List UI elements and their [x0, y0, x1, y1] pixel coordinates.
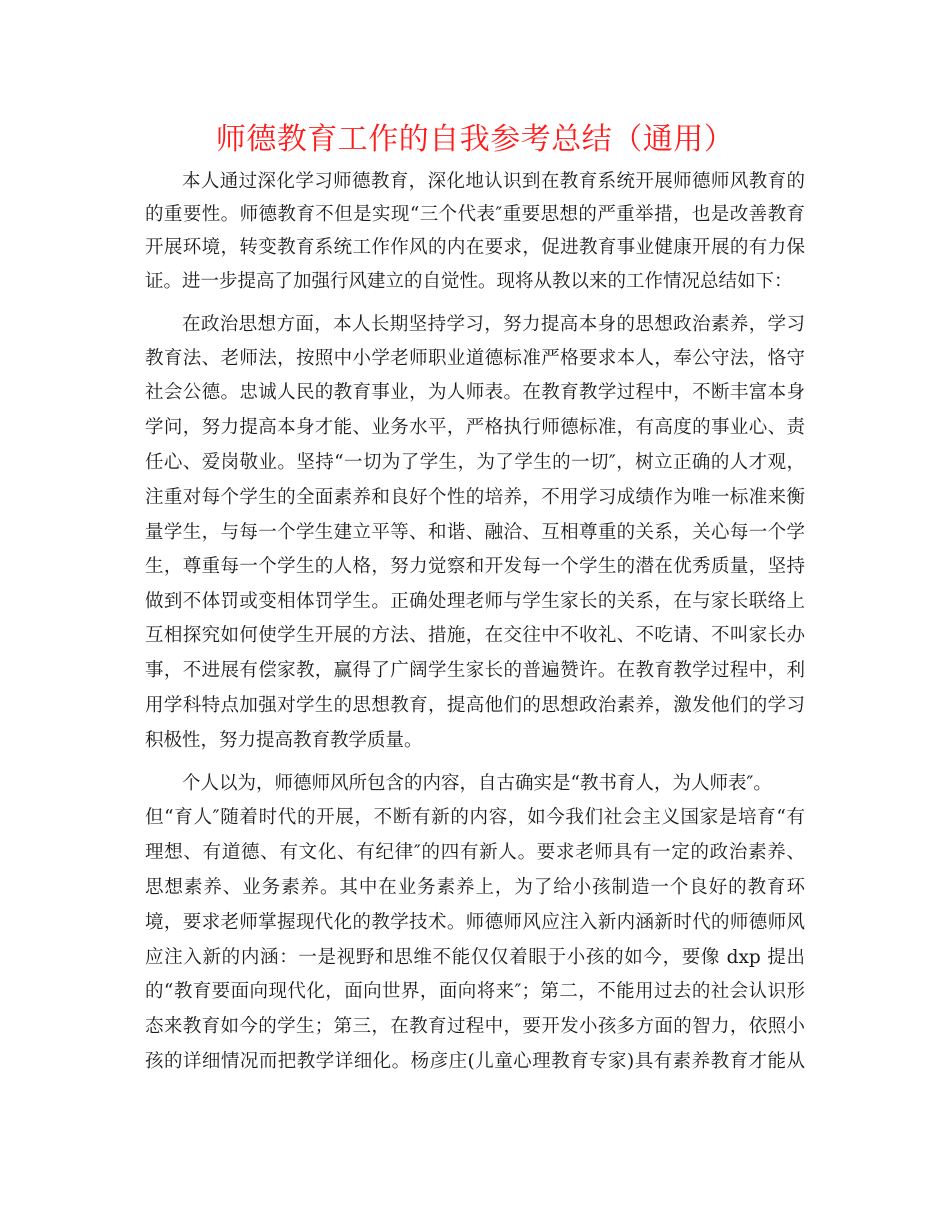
paragraph-2-line: 事，不进展有偿家教，赢得了广阔学生家长的普遍赞许。在教育教学过程中，利 — [145, 660, 805, 681]
paragraph-2-line: 教育法、老师法，按照中小学老师职业道德标准严格要求本人，奉公守法，恪守 — [145, 348, 805, 369]
paragraph-3-line: 理想、有道德、有文化、有纪律″的四有新人。要求老师具有一定的政治素养、 — [145, 842, 805, 863]
paragraph-2-line: 互相探究如何使学生开展的方法、措施，在交往中不收礼、不吃请、不叫家长办 — [145, 625, 805, 646]
paragraph-1-line: 开展环境，转变教育系统工作作风的内在要求，促进教育事业健康开展的有力保 — [145, 237, 805, 258]
paragraph-3-line: 思想素养、业务素养。其中在业务素养上，为了给小孩制造一个良好的教育环 — [145, 877, 805, 898]
paragraph-2-line: 在政治思想方面，本人长期坚持学习，努力提高本身的思想政治素养，学习 — [182, 314, 805, 335]
paragraph-3-line: 境，要求老师掌握现代化的教学技术。师德师风应注入新内涵新时代的师德师风 — [145, 912, 805, 933]
paragraph-1-line: 本人通过深化学习师德教育，深化地认识到在教育系统开展师德师风教育的 — [182, 171, 805, 192]
document-title: 师德教育工作的自我参考总结（通用） — [215, 122, 735, 157]
paragraph-2-line: 社会公德。忠诚人民的教育事业，为人师表。在教育教学过程中，不断丰富本身 — [145, 382, 805, 403]
paragraph-3-line: 但“育人″随着时代的开展，不断有新的内容，如今我们社会主义国家是培育“有 — [145, 807, 805, 828]
paragraph-2-line: 量学生，与每一个学生建立平等、和谐、融洽、互相尊重的关系，关心每一个学 — [145, 522, 805, 543]
paragraph-2-line: 注重对每个学生的全面素养和良好个性的培养，不用学习成绩作为唯一标准来衡 — [145, 487, 805, 508]
paragraph-3-line: 应注入新的内涵：一是视野和思维不能仅仅着眼于小孩的如今，要像 dxp 提出 — [145, 947, 805, 968]
paragraph-3-line: 孩的详细情况而把教学详细化。杨彦庄(儿童心理教育专家)具有素养教育才能从 — [145, 1051, 805, 1072]
paragraph-2-line: 学问，努力提高本身才能、业务水平，严格执行师德标准，有高度的事业心、责 — [145, 417, 805, 438]
paragraph-2-line: 用学科特点加强对学生的思想教育，提高他们的思想政治素养，激发他们的学习 — [145, 695, 805, 716]
paragraph-2-line: 任心、爱岗敬业。坚持“一切为了学生，为了学生的一切″，树立正确的人才观， — [145, 452, 805, 473]
paragraph-3-line: 态来教育如今的学生；第三，在教育过程中，要开发小孩多方面的智力，依照小 — [145, 1016, 805, 1037]
paragraph-1-line: 的重要性。师德教育不但是实现“三个代表″重要思想的严重举措，也是改善教育 — [145, 204, 805, 225]
paragraph-2-line: 做到不体罚或变相体罚学生。正确处理老师与学生家长的关系，在与家长联络上 — [145, 591, 805, 612]
paragraph-3-line: 个人以为，师德师风所包含的内容，自古确实是“教书育人，为人师表″。 — [182, 773, 772, 794]
paragraph-3-line: 的“教育要面向现代化，面向世界，面向将来″；第二，不能用过去的社会认识形 — [145, 981, 805, 1002]
paragraph-1-line: 证。进一步提高了加强行风建立的自觉性。现将从教以来的工作情况总结如下： — [145, 271, 793, 292]
paragraph-2-line: 积极性，努力提高教育教学质量。 — [145, 730, 423, 751]
paragraph-2-line: 生，尊重每一个学生的人格，努力觉察和开发每一个学生的潜在优秀质量，坚持 — [145, 556, 805, 577]
